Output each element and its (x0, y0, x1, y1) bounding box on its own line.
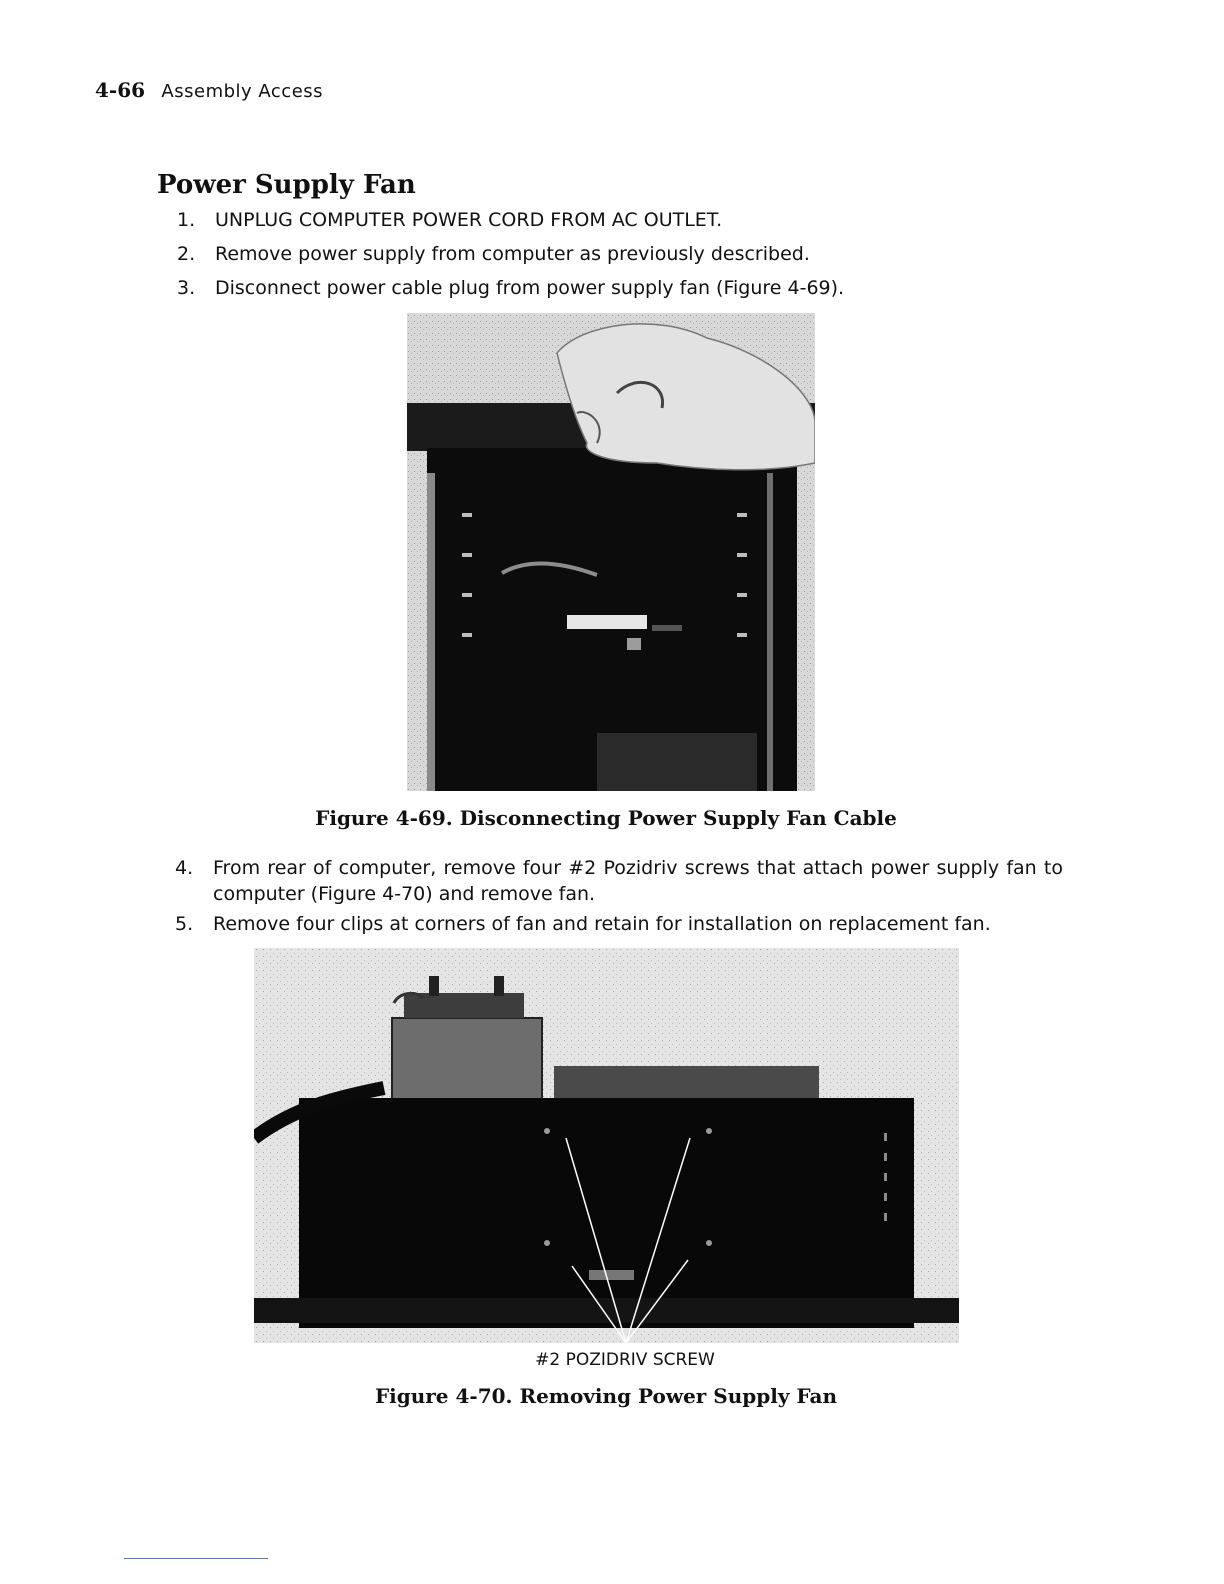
step-number: 2. (177, 243, 196, 265)
figure-4-70-photo (254, 948, 959, 1343)
running-head (95, 78, 323, 102)
step-text: UNPLUG COMPUTER POWER CORD FROM AC OUTLET. (215, 209, 723, 231)
fan-removal-photo-illustration (254, 948, 959, 1343)
step-number: 4. (175, 857, 194, 879)
step-2 (177, 241, 1077, 271)
step-text: From rear of computer, remove four #2 Pozidriv screws that attach power supply fan to computer (Figure 4-70) and remove fan. (213, 857, 1063, 905)
step-number: 3. (177, 277, 196, 299)
page-number: 4-66 (95, 78, 146, 102)
figure-4-69-photo (407, 313, 815, 791)
screw-callout-label: #2 POZIDRIV SCREW (535, 1350, 715, 1370)
step-5 (175, 911, 1065, 941)
figure-caption: Figure 4-70. Removing Power Supply Fan (374, 1384, 838, 1408)
step-number: 5. (175, 913, 194, 935)
section-name: Assembly Access (161, 81, 324, 102)
step-text: Remove four clips at corners of fan and retain for installation on replacement fan. (213, 913, 991, 935)
step-4 (175, 855, 1065, 911)
step-text: Remove power supply from computer as previously described. (215, 243, 810, 265)
step-3 (177, 275, 1077, 305)
step-number: 1. (177, 209, 196, 231)
step-1 (177, 207, 1077, 237)
footnote-rule (124, 1558, 268, 1559)
fan-cable-photo-illustration (407, 313, 815, 791)
step-text: Disconnect power cable plug from power supply fan (Figure 4-69). (215, 277, 845, 299)
figure-caption: Figure 4-69. Disconnecting Power Supply Fan Cable (315, 806, 897, 830)
page-title: Power Supply Fan (157, 170, 416, 200)
